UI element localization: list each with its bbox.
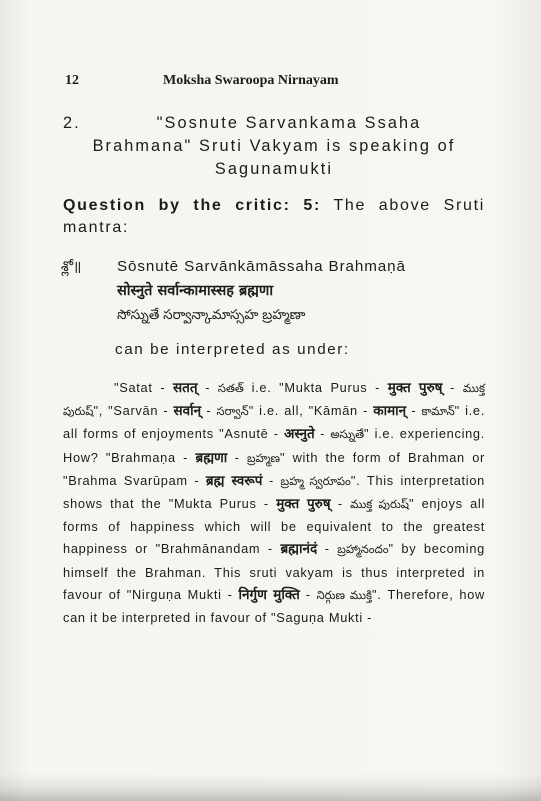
devanagari-term: ब्रह्मणा bbox=[195, 449, 228, 466]
paragraph-text: - bbox=[262, 472, 281, 488]
paragraph-text: " i.e. experiencing. How? "Brahmaṇa - bbox=[63, 426, 486, 465]
page-number: 12 bbox=[65, 73, 79, 88]
paragraph-text: - bbox=[201, 403, 217, 419]
devanagari-term: निर्गुण मुक्ति bbox=[238, 586, 300, 603]
critic-question bbox=[63, 195, 485, 239]
paragraph-text: - bbox=[314, 426, 331, 442]
devanagari-term: कामान् bbox=[373, 403, 407, 420]
section-number: 2. bbox=[63, 114, 81, 132]
mantra-devanagari: सोस्नुते सर्वान्कामास्सह ब्रह्मणा bbox=[117, 282, 274, 299]
telugu-term: ముక్త పురుష్ bbox=[63, 383, 485, 419]
devanagari-term: मुक्त पुरुष् bbox=[276, 496, 331, 513]
paragraph-text: - bbox=[197, 380, 218, 395]
paragraph-text: - bbox=[442, 380, 463, 395]
devanagari-term: सर्वान् bbox=[173, 403, 202, 420]
paragraph-text: " by becoming himself the Brahman. This sruti vakyam is thus interpreted in favour of "Nirguṇa Mukti - bbox=[63, 541, 485, 602]
page-edge-shadow bbox=[0, 773, 541, 801]
devanagari-term: ब्रह्मानंदं bbox=[280, 541, 318, 558]
question-text: The above Sruti mantra: bbox=[63, 197, 486, 236]
devanagari-term: ब्रह्म स्वरूपं bbox=[205, 472, 263, 489]
telugu-term: అస్నుతే bbox=[330, 429, 365, 442]
devanagari-term: मुक्त पुरुष् bbox=[387, 380, 443, 396]
paragraph-text: - bbox=[317, 541, 338, 557]
paragraph-text: i.e. "Mukta Purus - bbox=[243, 380, 388, 395]
mantra-roman: Sōsnutē Sarvānkāmāssaha Brahmaṇā bbox=[117, 258, 406, 275]
page-header bbox=[65, 73, 481, 93]
mantra-telugu: సోస్నుతే సర్వాన్కామాస్సహ బ్రహ్మణా bbox=[117, 307, 306, 322]
page-body bbox=[63, 112, 485, 629]
telugu-term: సర్వాన్ bbox=[216, 406, 249, 419]
telugu-term: బ్రహ్మానందం bbox=[337, 544, 389, 557]
telugu-term: ముక్త పురుష్ bbox=[350, 499, 410, 512]
mantra-block bbox=[63, 255, 485, 327]
paragraph-text: ". This interpretation shows that the "Mukta Purus - bbox=[63, 472, 485, 512]
paragraph-text: - bbox=[406, 403, 422, 419]
sloka-marker: శ్లో॥ bbox=[61, 258, 82, 274]
paragraph-text: "Satat - bbox=[114, 380, 173, 395]
section-heading-line-1: "Sosnute Sarvankama Ssaha bbox=[156, 114, 422, 132]
paragraph-text: " with the form of Brahman or "Brahma Svarūpam - bbox=[63, 449, 485, 488]
paragraph-text: ", "Sarvān - bbox=[93, 403, 174, 419]
paragraph-text: " i.e. all forms of enjoyments "Asnutē - bbox=[63, 403, 485, 442]
section-heading-line-2: Brahmana" Sruti Vakyam is speaking of bbox=[92, 137, 456, 155]
telugu-term: బ్రహ్మణ bbox=[247, 452, 280, 465]
paragraph-text: - bbox=[330, 496, 351, 512]
paragraph-text: ". Therefore, how can it be interpreted in favour of "Saguṇa Mukti - bbox=[63, 586, 485, 626]
section-heading bbox=[63, 112, 485, 181]
paragraph-text: - bbox=[299, 586, 317, 602]
paragraph-text: " enjoys all forms of happiness which will be equivalent to the greatest happiness or "Brahmānandam - bbox=[63, 496, 485, 557]
paragraph-text: - bbox=[227, 449, 248, 465]
telugu-term: నిర్గుణ ముక్తి bbox=[316, 589, 373, 602]
running-title: Moksha Swaroopa Nirnayam bbox=[163, 73, 339, 88]
telugu-term: బ్రహ్మ స్వరూపం bbox=[280, 475, 351, 488]
interpretation-intro: can be interpreted as under: bbox=[115, 341, 350, 358]
question-label: Question by the critic: 5: bbox=[63, 197, 322, 214]
devanagari-term: अस्नुते bbox=[284, 426, 315, 443]
paragraph-text: " i.e. all, "Kāmān - bbox=[248, 403, 374, 419]
telugu-term: కామాన్ bbox=[421, 406, 455, 419]
section-heading-line-3: Sagunamukti bbox=[214, 160, 334, 178]
devanagari-term: सतत् bbox=[173, 380, 198, 396]
interpretation-paragraph bbox=[63, 377, 485, 629]
telugu-term: సతత్ bbox=[217, 383, 244, 395]
